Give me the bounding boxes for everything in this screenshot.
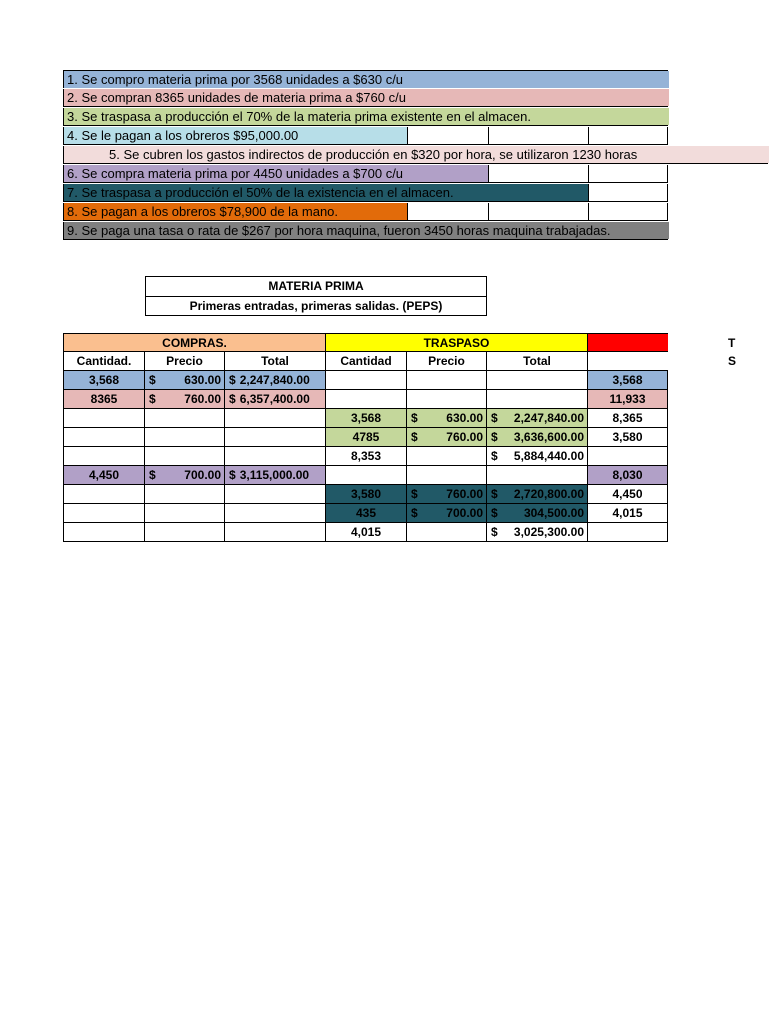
saldo-cantidad-cell: 4,450 [588, 485, 668, 504]
saldo-cantidad-cell: 11,933 [588, 390, 668, 409]
traspaso-precio-cell [407, 447, 487, 466]
statement-row [63, 222, 668, 240]
title-line2: Primeras entradas, primeras salidas. (PEPS) [189, 299, 443, 313]
saldo-cantidad-cell [588, 447, 668, 466]
compras-total-cell [225, 390, 326, 409]
compras-total-cell [225, 504, 326, 523]
statement-text: 2. Se compran 8365 unidades de materia prima a $760 c/u [67, 90, 406, 105]
compras-total-cell [225, 466, 326, 485]
currency-sign: $ [491, 430, 498, 444]
compras-total-cell [225, 485, 326, 504]
column-header: Total [487, 352, 588, 371]
compras-cantidad-cell [63, 504, 145, 523]
compras-precio-cell [145, 523, 225, 542]
compras-cantidad-cell: 4,450 [63, 466, 145, 485]
saldo-cantidad-cell: 3,580 [588, 428, 668, 447]
saldo-cantidad-cell: 8,030 [588, 466, 668, 485]
currency-sign: $ [491, 411, 498, 425]
total-value: 2,720,800.00 [513, 487, 584, 501]
currency-sign: $ [411, 487, 418, 501]
price-value: 760.00 [184, 392, 221, 406]
statement-row [63, 127, 668, 145]
currency-sign: $ [491, 506, 498, 520]
compras-precio-cell [145, 466, 225, 485]
traspaso-cantidad-cell: 8,353 [326, 447, 407, 466]
statement-text: 9. Se paga una tasa o rata de $267 por hora maquina, fueron 3450 horas maquina trabajadas. [67, 223, 611, 238]
compras-cantidad-cell [63, 447, 145, 466]
price-value: 760.00 [446, 487, 483, 501]
traspaso-total-cell [487, 447, 588, 466]
statement-text: 1. Se compro materia prima por 3568 unidades a $630 c/u [67, 72, 404, 87]
traspaso-total-cell [487, 390, 588, 409]
traspaso-header: TRASPASO [326, 333, 588, 352]
compras-precio-cell [145, 447, 225, 466]
statement-row [63, 184, 668, 202]
saldo-cantidad-cell: 3,568 [588, 371, 668, 390]
total-value: 304,500.00 [523, 506, 584, 520]
traspaso-cantidad-cell [326, 371, 407, 390]
compras-cantidad-cell [63, 428, 145, 447]
statement-text: 5. Se cubren los gastos indirectos de producción en $320 por hora, se utilizaron 1230 horas [109, 147, 638, 162]
compras-cantidad-cell: 8365 [63, 390, 145, 409]
traspaso-precio-cell [407, 504, 487, 523]
currency-sign: $ [491, 525, 498, 539]
traspaso-precio-cell [407, 371, 487, 390]
traspaso-total-cell [487, 504, 588, 523]
compras-total-cell [225, 428, 326, 447]
statement-empty-cell [488, 203, 489, 220]
column-header: Precio [145, 352, 225, 371]
statement-text: 7. Se traspasa a producción el 50% de la existencia en el almacen. [67, 185, 454, 200]
currency-sign: $ [149, 468, 156, 482]
column-header: Cantidad. [63, 352, 145, 371]
currency-sign: $ [229, 373, 236, 387]
statement-text: 8. Se pagan a los obreros $78,900 de la mano. [67, 204, 339, 219]
column-header: Cantidad [326, 352, 407, 371]
traspaso-precio-cell [407, 523, 487, 542]
compras-header: COMPRAS. [63, 333, 326, 352]
currency-sign: $ [149, 392, 156, 406]
statement-empty-cell [488, 165, 489, 182]
saldo-header: T [588, 333, 668, 352]
currency-sign: $ [149, 373, 156, 387]
traspaso-cantidad-cell [326, 466, 407, 485]
statement-empty-cell [588, 127, 589, 144]
statement-empty-cell [588, 203, 589, 220]
total-value: 3,636,600.00 [513, 430, 584, 444]
currency-sign: $ [491, 487, 498, 501]
price-value: 700.00 [446, 506, 483, 520]
compras-total-cell [225, 371, 326, 390]
traspaso-precio-cell [407, 428, 487, 447]
price-value: 760.00 [446, 430, 483, 444]
traspaso-total-cell [487, 428, 588, 447]
statement-empty-cell [407, 127, 408, 144]
currency-sign: $ [491, 449, 498, 463]
currency-sign: $ [411, 506, 418, 520]
statement-row [63, 203, 668, 221]
compras-precio-cell [145, 409, 225, 428]
compras-precio-cell [145, 428, 225, 447]
traspaso-cantidad-cell: 3,580 [326, 485, 407, 504]
traspaso-cantidad-cell [326, 390, 407, 409]
statement-empty-cell [588, 184, 589, 201]
total-value: 2,247,840.00 [513, 411, 584, 425]
traspaso-precio-cell [407, 466, 487, 485]
statement-text: 4. Se le pagan a los obreros $95,000.00 [67, 128, 299, 143]
compras-total-cell [225, 409, 326, 428]
statement-row [63, 146, 768, 164]
compras-cantidad-cell [63, 523, 145, 542]
statement-text: 3. Se traspasa a producción el 70% de la materia prima existente en el almacen. [67, 109, 531, 124]
currency-sign: $ [229, 468, 236, 482]
price-value: 630.00 [446, 411, 483, 425]
currency-sign: $ [229, 392, 236, 406]
traspaso-precio-cell [407, 390, 487, 409]
total-value: 5,884,440.00 [513, 449, 584, 463]
traspaso-cantidad-cell: 3,568 [326, 409, 407, 428]
total-value: 6,357,400.00 [239, 392, 310, 406]
traspaso-total-cell [487, 485, 588, 504]
currency-sign: $ [411, 430, 418, 444]
compras-precio-cell [145, 371, 225, 390]
traspaso-total-cell [487, 409, 588, 428]
statement-row [63, 89, 668, 107]
traspaso-total-cell [487, 466, 588, 485]
traspaso-precio-cell [407, 485, 487, 504]
column-header: Total [225, 352, 326, 371]
column-header: S [588, 352, 668, 371]
traspaso-cantidad-cell: 4785 [326, 428, 407, 447]
currency-sign: $ [411, 411, 418, 425]
traspaso-precio-cell [407, 409, 487, 428]
compras-cantidad-cell: 3,568 [63, 371, 145, 390]
compras-cantidad-cell [63, 485, 145, 504]
saldo-cantidad-cell: 4,015 [588, 504, 668, 523]
price-value: 630.00 [184, 373, 221, 387]
compras-precio-cell [145, 504, 225, 523]
statement-row [63, 70, 668, 88]
statement-text: 6. Se compra materia prima por 4450 unidades a $700 c/u [67, 166, 404, 181]
statement-empty-cell [588, 165, 589, 182]
compras-cantidad-cell [63, 409, 145, 428]
statement-row [63, 108, 668, 126]
statement-empty-cell [488, 127, 489, 144]
price-value: 700.00 [184, 468, 221, 482]
compras-total-cell [225, 523, 326, 542]
compras-precio-cell [145, 485, 225, 504]
saldo-cantidad-cell: 8,365 [588, 409, 668, 428]
traspaso-cantidad-cell: 4,015 [326, 523, 407, 542]
total-value: 2,247,840.00 [239, 373, 310, 387]
title-line1: MATERIA PRIMA [146, 277, 486, 297]
saldo-cantidad-cell [588, 523, 668, 542]
traspaso-total-cell [487, 523, 588, 542]
total-value: 3,115,000.00 [239, 468, 310, 482]
traspaso-cantidad-cell: 435 [326, 504, 407, 523]
total-value: 3,025,300.00 [513, 525, 584, 539]
title-box [145, 276, 487, 316]
compras-total-cell [225, 447, 326, 466]
traspaso-total-cell [487, 371, 588, 390]
column-header: Precio [407, 352, 487, 371]
statement-empty-cell [407, 203, 408, 220]
statement-row [63, 165, 668, 183]
compras-precio-cell [145, 390, 225, 409]
